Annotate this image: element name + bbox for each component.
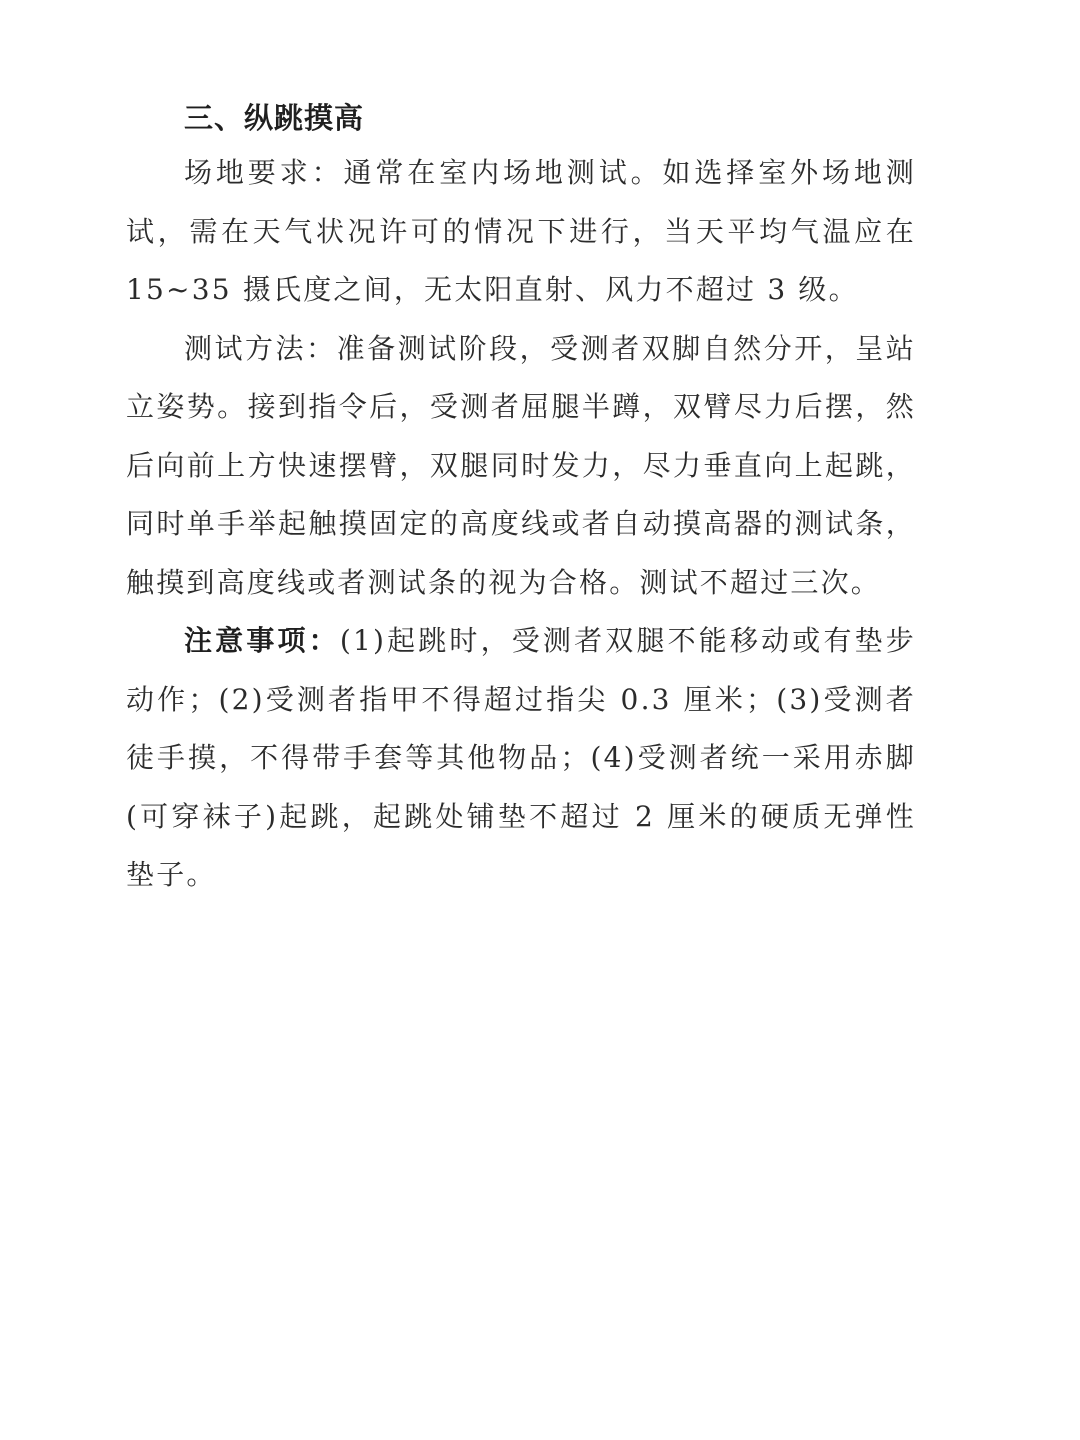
- paragraph-text: (1)起跳时，受测者双腿不能移动或有垫步动作；(2)受测者指甲不得超过指尖 0.3 厘米；(3)受测者徒手摸，不得带手套等其他物品；(4)受测者统一采用赤脚(可穿袜子)起跳，起跳处铺垫不超过 2 厘米的硬质无弹性垫子。: [126, 624, 916, 891]
- paragraph-lead: 注意事项：: [184, 624, 340, 657]
- paragraph-text: 测试方法：准备测试阶段，受测者双脚自然分开，呈站立姿势。接到指令后，受测者屈腿半蹲，双臂尽力后摆，然后向前上方快速摆臂，双腿同时发力，尽力垂直向上起跳，同时单手举起触摸固定的高度线或者自动摸高器的测试条，触摸到高度线或者测试条的视为合格。测试不超过三次。: [126, 331, 916, 599]
- paragraph-venue-requirements: [126, 144, 916, 320]
- section-heading: 三、纵跳摸高: [184, 101, 365, 135]
- paragraph-precautions: [126, 612, 916, 905]
- paragraph-test-method: [126, 320, 916, 613]
- document-body: [126, 92, 916, 905]
- paragraph-text: 场地要求：通常在室内场地测试。如选择室外场地测试，需在天气状况许可的情况下进行，当天平均气温应在 15~35 摄氏度之间，无太阳直射、风力不超过 3 级。: [126, 156, 916, 306]
